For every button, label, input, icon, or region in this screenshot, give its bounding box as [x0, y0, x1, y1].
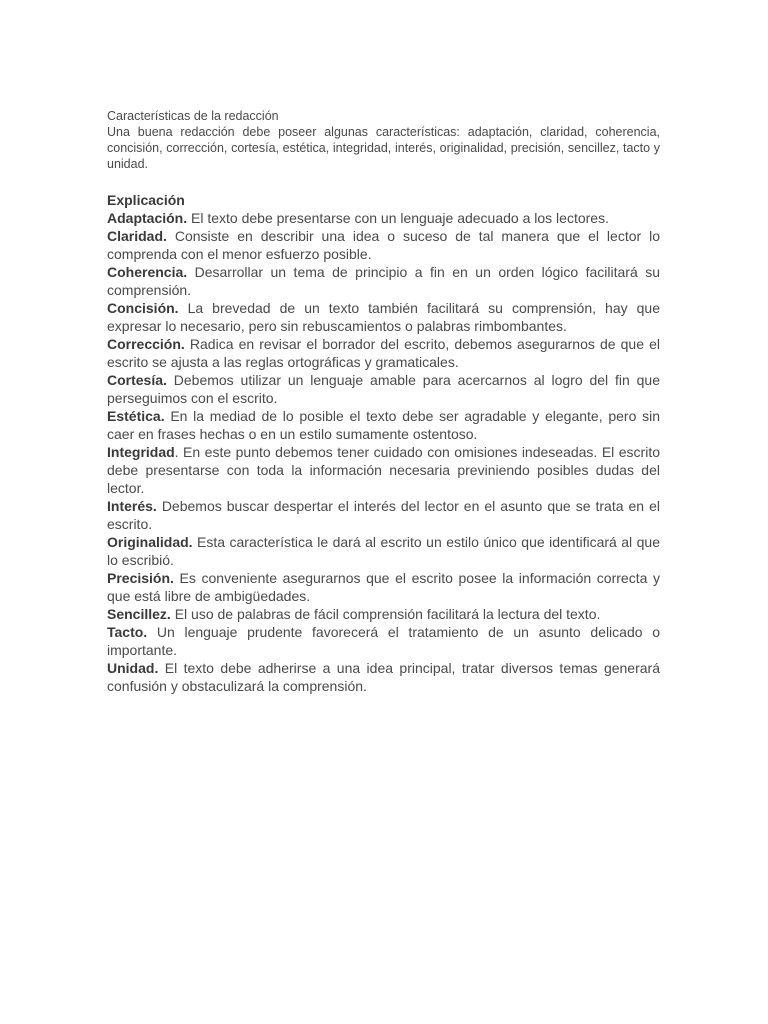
- entry-text: Debemos buscar despertar el interés del lector en el asunto que se trata en el escrito.: [107, 498, 660, 532]
- entry-term: Originalidad.: [107, 534, 193, 550]
- document-page: [107, 108, 660, 695]
- entry-cortesia: [107, 371, 660, 407]
- entry-term: Tacto.: [107, 624, 148, 640]
- entry-text: Desarrollar un tema de principio a fin en un orden lógico facilitará su comprensión.: [107, 264, 660, 298]
- intro-title: Características de la redacción: [107, 109, 279, 123]
- entry-originalidad: [107, 533, 660, 569]
- entry-term: Unidad.: [107, 660, 159, 676]
- entry-term: Interés.: [107, 498, 157, 514]
- entry-claridad: [107, 227, 660, 263]
- entry-term: Adaptación.: [107, 210, 188, 226]
- entry-term: Corrección.: [107, 336, 185, 352]
- entry-term: Cortesía.: [107, 372, 167, 388]
- entry-term: Concisión.: [107, 300, 179, 316]
- entry-adaptacion: [107, 209, 660, 227]
- explanation-heading: Explicación: [107, 192, 185, 208]
- explanation-section: [107, 191, 660, 695]
- entry-text: El uso de palabras de fácil comprensión facilitará la lectura del texto.: [170, 606, 601, 622]
- entry-term: Estética.: [107, 408, 165, 424]
- entry-term: Sencillez.: [107, 606, 171, 622]
- entry-text: Esta característica le dará al escrito un estilo único que identificará al que lo escribió.: [107, 534, 660, 568]
- entry-term: Claridad.: [107, 228, 167, 244]
- entry-precision: [107, 569, 660, 605]
- entry-text: El texto debe adherirse a una idea principal, tratar diversos temas generará confusión y obstaculizará la comprensión.: [107, 660, 660, 694]
- entry-term: Coherencia.: [107, 264, 188, 280]
- entry-interes: [107, 497, 660, 533]
- entry-text: Consiste en describir una idea o suceso de tal manera que el lector lo comprenda con el menor esfuerzo posible.: [107, 228, 660, 262]
- entry-coherencia: [107, 263, 660, 299]
- intro-section: [107, 108, 660, 172]
- entry-unidad: [107, 659, 660, 695]
- entry-integridad: [107, 443, 660, 497]
- entry-text: La brevedad de un texto también facilitará su comprensión, hay que expresar lo necesario, pero sin rebuscamientos o palabras rimbombantes.: [107, 300, 660, 334]
- entry-tacto: [107, 623, 660, 659]
- entry-term: Precisión.: [107, 570, 174, 586]
- entry-correccion: [107, 335, 660, 371]
- entry-text: Radica en revisar el borrador del escrito, debemos asegurarnos de que el escrito se ajusta a las reglas ortográficas y gramaticales.: [107, 336, 660, 370]
- entry-concision: [107, 299, 660, 335]
- entry-text: . En este punto debemos tener cuidado con omisiones indeseadas. El escrito debe presentarse con toda la información necesaria previniendo posibles dudas del lector.: [107, 444, 660, 496]
- entry-text: Un lenguaje prudente favorecerá el tratamiento de un asunto delicado o importante.: [107, 624, 660, 658]
- entry-text: El texto debe presentarse con un lenguaje adecuado a los lectores.: [187, 210, 609, 226]
- entry-text: En la mediad de lo posible el texto debe ser agradable y elegante, pero sin caer en frases hechas o en un estilo sumamente ostentoso.: [107, 408, 660, 442]
- entry-estetica: [107, 407, 660, 443]
- entry-term: Integridad: [107, 444, 175, 460]
- entry-sencillez: [107, 605, 660, 623]
- entry-text: Es conveniente asegurarnos que el escrito posee la información correcta y que está libre de ambigüedades.: [107, 570, 660, 604]
- intro-text: Una buena redacción debe poseer algunas características: adaptación, claridad, coherencia, concisión, corrección, cortesía, estética, integridad, interés, originalidad, precisión, sencillez, tacto y unidad.: [107, 125, 660, 171]
- entry-text: Debemos utilizar un lenguaje amable para acercarnos al logro del fin que perseguimos con el escrito.: [107, 372, 660, 406]
